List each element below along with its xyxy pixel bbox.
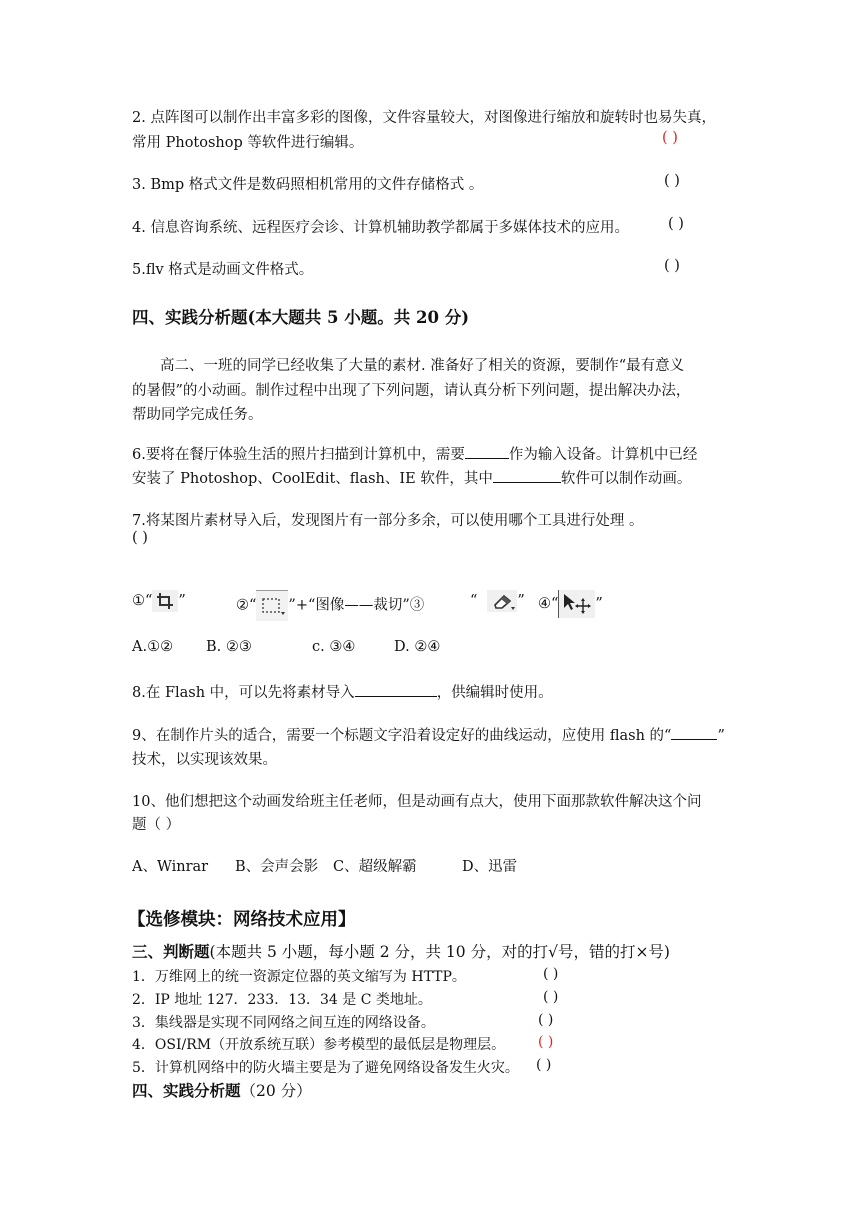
elective-practice-heading-rest: （20 分） xyxy=(240,1082,312,1100)
elective-item-3: 3．集线器是实现不同网络之间互连的网络设备。 xyxy=(132,1015,435,1031)
question-7-answer-paren: ( ) xyxy=(132,530,148,546)
q7-option-4-open: ④“ xyxy=(538,596,559,612)
eraser-icon xyxy=(487,590,517,612)
q7-option-1-close: ” xyxy=(178,593,186,609)
elective-practice-heading xyxy=(132,1079,312,1101)
judge-item-2-answer-paren: ( ) xyxy=(662,130,678,146)
q6-text-c: 安装了 Photoshop、CoolEdit、flash、IE 软件，其中 xyxy=(132,471,493,487)
q7-choice-d: D. ②④ xyxy=(394,639,441,655)
subselect-arrow-icon xyxy=(558,590,595,618)
intro-line-2: 的暑假”的小动画。制作过程中出现了下列问题，请认真分析下列问题，提出解决办法， xyxy=(132,383,691,399)
q7-choice-b: B. ②③ xyxy=(206,639,252,655)
elective-item-5: 5．计算机网络中的防火墙主要是为了避免网络设备发生火灾。 xyxy=(132,1060,519,1076)
judge-item-5: 5.flv 格式是动画文件格式。 xyxy=(132,262,314,278)
question-7-line-1: 7.将某图片素材导入后，发现图片有一部分多余，可以使用哪个工具进行处理 。 xyxy=(132,513,644,529)
question-10-line-2: 题（ ） xyxy=(132,817,181,833)
q10-choice-c: C、超级解霸 xyxy=(333,859,417,875)
question-9-line-2: 技术，以实现该效果。 xyxy=(132,752,277,768)
elective-practice-heading-bold: 四、实践分析题 xyxy=(132,1081,241,1100)
elective-judge-heading xyxy=(132,940,670,962)
q9-blank[interactable] xyxy=(671,725,717,740)
q6-blank-1[interactable] xyxy=(465,444,509,459)
q6-text-b: 作为输入设备。计算机中已经 xyxy=(508,447,698,463)
q6-blank-2[interactable] xyxy=(493,468,561,483)
judge-item-5-answer-paren: ( ) xyxy=(664,258,680,274)
judge-item-3: 3. Bmp 格式文件是数码照相机常用的文件存储格式 。 xyxy=(132,177,484,193)
elective-item-4: 4．OSI/RM（开放系统互联）参考模型的最低层是物理层。 xyxy=(132,1037,506,1053)
q9-text-a: 9、在制作片头的适合，需要一个标题文字沿着设定好的曲线运动，应使用 flash 的“ xyxy=(132,728,672,744)
q7-option-3-open: “ xyxy=(470,593,478,609)
q6-text-a: 6.要将在餐厅体验生活的照片扫描到计算机中，需要 xyxy=(132,447,465,463)
q10-choice-b: B、会声会影 xyxy=(235,859,319,875)
q7-option-4 xyxy=(538,590,603,618)
q10-choice-d: D、迅雷 xyxy=(462,859,518,875)
q8-text-a: 8.在 Flash 中，可以先将素材导入 xyxy=(132,685,355,701)
judge-item-2-line-2: 常用 Photoshop 等软件进行编辑。 xyxy=(132,135,364,151)
q7-option-2 xyxy=(236,590,424,621)
elective-item-2: 2．IP 地址 127．233．13．34 是 C 类地址。 xyxy=(132,992,432,1008)
judge-item-4-answer-paren: ( ) xyxy=(668,216,684,232)
intro-line-1: 高二、一班的同学已经收集了大量的素材. 准备好了相关的资源，要制作“最有意义 xyxy=(160,358,685,374)
judge-item-4: 4. 信息咨询系统、远程医疗会诊、计算机辅助教学都属于多媒体技术的应用。 xyxy=(132,220,629,236)
elective-item-3-paren: ( ) xyxy=(538,1012,554,1028)
q7-option-2-open: ②“ xyxy=(236,597,257,614)
q7-choice-a: A.①② xyxy=(132,639,174,655)
judge-item-2-line-1: 2. 点阵图可以制作出丰富多彩的图像，文件容量较大，对图像进行缩放和旋转时也易失真， xyxy=(132,110,716,126)
q6-text-d: 软件可以制作动画。 xyxy=(560,471,692,487)
elective-item-5-paren: ( ) xyxy=(536,1057,552,1073)
elective-item-1-paren: ( ) xyxy=(543,966,559,982)
judge-item-3-answer-paren: ( ) xyxy=(664,173,680,189)
q9-text-b: ” xyxy=(717,728,725,744)
elective-item-2-paren: ( ) xyxy=(543,989,559,1005)
intro-line-3: 帮助同学完成任务。 xyxy=(132,407,263,423)
q10-choice-a: A、Winrar xyxy=(132,859,209,875)
q7-option-1 xyxy=(132,590,186,612)
q7-choice-c: c. ③④ xyxy=(312,639,356,655)
question-6-line-1 xyxy=(132,443,697,464)
elective-item-1: 1．万维网上的统一资源定位器的英文缩写为 HTTP。 xyxy=(132,969,466,985)
elective-item-4-paren: ( ) xyxy=(538,1034,554,1050)
elective-judge-heading-bold: 三、判断题 xyxy=(132,942,210,961)
question-9-line-1 xyxy=(132,724,725,745)
elective-judge-heading-rest: (本题共 5 小题，每小题 2 分，共 10 分，对的打√号，错的打×号) xyxy=(209,943,670,961)
question-10-line-1: 10、他们想把这个动画发给班主任老师，但是动画有点大，使用下面那款软件解决这个问 xyxy=(132,794,702,810)
q7-option-4-close: ” xyxy=(595,596,603,612)
q7-option-2-close: ”+“图像——裁切”③ xyxy=(288,597,425,614)
q8-blank[interactable] xyxy=(355,682,437,697)
crop-icon xyxy=(152,590,178,612)
q7-option-1-open: ①“ xyxy=(132,593,153,609)
q7-option-3 xyxy=(470,590,525,612)
marquee-select-icon xyxy=(256,590,288,621)
question-6-line-2 xyxy=(132,467,691,488)
q8-text-b: ，供编辑时使用。 xyxy=(436,685,553,701)
section-4-heading: 四、实践分析题(本大题共 5 小题。共 20 分) xyxy=(132,308,470,327)
question-8 xyxy=(132,681,553,702)
elective-module-title: 【选修模块：网络技术应用】 xyxy=(128,910,356,930)
q7-option-3-close: ” xyxy=(517,593,525,609)
